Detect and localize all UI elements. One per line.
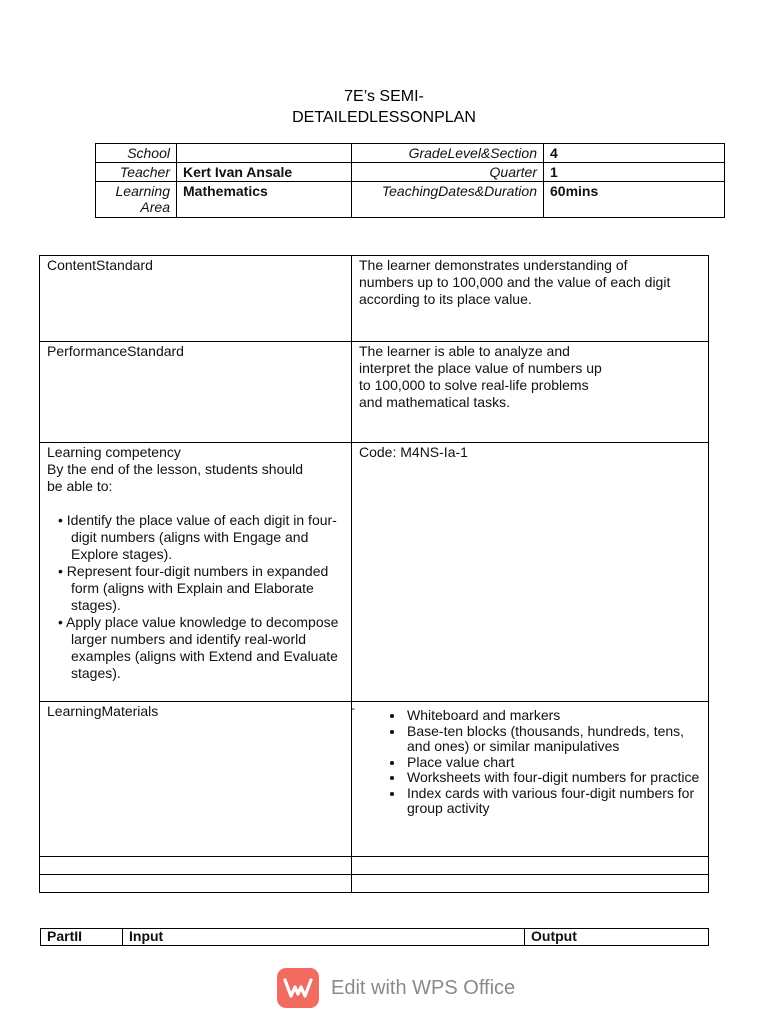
empty-cell <box>40 875 352 893</box>
teacher-label: Teacher <box>96 163 177 182</box>
competency-item: • Represent four-digit numbers in expanded form (aligns with Explain and Elaborate stages). <box>58 563 329 613</box>
performance-standard-label: PerformanceStandard <box>40 342 352 443</box>
learning-area-value: Mathematics <box>177 182 352 218</box>
competency-item: • Identify the place value of each digit in four-digit numbers (aligns with Engage and Explore stages). <box>58 512 337 562</box>
competency-item: • Apply place value knowledge to decompose larger numbers and identify real-world examples (aligns with Extend and Evaluate stages). <box>58 614 339 681</box>
learning-area-label <box>96 182 177 218</box>
competency-code: Code: M4NS-Ia-1 <box>352 443 709 702</box>
wps-watermark[interactable] <box>277 968 515 1008</box>
empty-cell <box>40 857 352 875</box>
standards-table <box>39 255 709 893</box>
teaching-dates-label: TeachingDates&Duration <box>352 182 544 218</box>
materials-item: • Whiteboard and markers <box>405 708 701 724</box>
performance-standard-line: interpret the place value of numbers up <box>359 360 602 376</box>
content-standard-line: numbers up to 100,000 and the value of each digit <box>359 274 671 290</box>
materials-item: • Index cards with various four-digit numbers for group activity <box>405 786 701 817</box>
document-title-line1: 7E’s SEMI- <box>344 88 424 105</box>
content-standard-line: The learner demonstrates understanding of <box>359 257 628 273</box>
materials-list <box>359 708 701 817</box>
grade-section-value: 4 <box>544 144 725 163</box>
input-header: Input <box>123 929 525 946</box>
learning-competency-heading: Learning competency <box>47 444 181 460</box>
part2-header: PartII <box>41 929 123 946</box>
content-standard-line: according to its place value. <box>359 291 532 307</box>
learning-materials-label: LearningMaterials <box>40 702 352 857</box>
learning-area-label-line1: Learning <box>115 183 170 199</box>
materials-item: • Base-ten blocks (thousands, hundreds, tens, and ones) or similar manipulatives <box>405 724 701 755</box>
learning-area-label-line2: Area <box>140 199 170 215</box>
learning-competency-intro: By the end of the lesson, students should <box>47 461 304 477</box>
performance-standard-line: and mathematical tasks. <box>359 394 510 410</box>
teaching-dates-value: 60mins <box>544 182 725 218</box>
part2-table <box>40 928 709 946</box>
school-value <box>177 144 352 163</box>
materials-item: • Worksheets with four-digit numbers for practice <box>405 770 701 786</box>
materials-item: • Place value chart <box>405 755 701 771</box>
output-header: Output <box>525 929 709 946</box>
teacher-value: Kert Ivan Ansale <box>177 163 352 182</box>
school-label: School <box>96 144 177 163</box>
performance-standard-text <box>352 342 709 443</box>
empty-cell <box>352 857 709 875</box>
learning-materials-cell <box>352 702 709 857</box>
content-standard-text <box>352 256 709 342</box>
grade-section-label: GradeLevel&Section <box>352 144 544 163</box>
wps-watermark-text: Edit with WPS Office <box>331 976 516 999</box>
materials-dash-mark: - <box>351 701 355 715</box>
quarter-value: 1 <box>544 163 725 182</box>
document-title-line2: DETAILEDLESSONPLAN <box>292 109 476 126</box>
performance-standard-line: to 100,000 to solve real-life problems <box>359 377 589 393</box>
lesson-info-table <box>95 143 725 218</box>
wps-logo-icon <box>277 968 319 1008</box>
performance-standard-line: The learner is able to analyze and <box>359 343 570 359</box>
content-standard-label: ContentStandard <box>40 256 352 342</box>
learning-competency-cell <box>40 443 352 702</box>
empty-cell <box>352 875 709 893</box>
quarter-label: Quarter <box>352 163 544 182</box>
competency-list <box>47 512 344 682</box>
learning-competency-intro: be able to: <box>47 478 113 494</box>
